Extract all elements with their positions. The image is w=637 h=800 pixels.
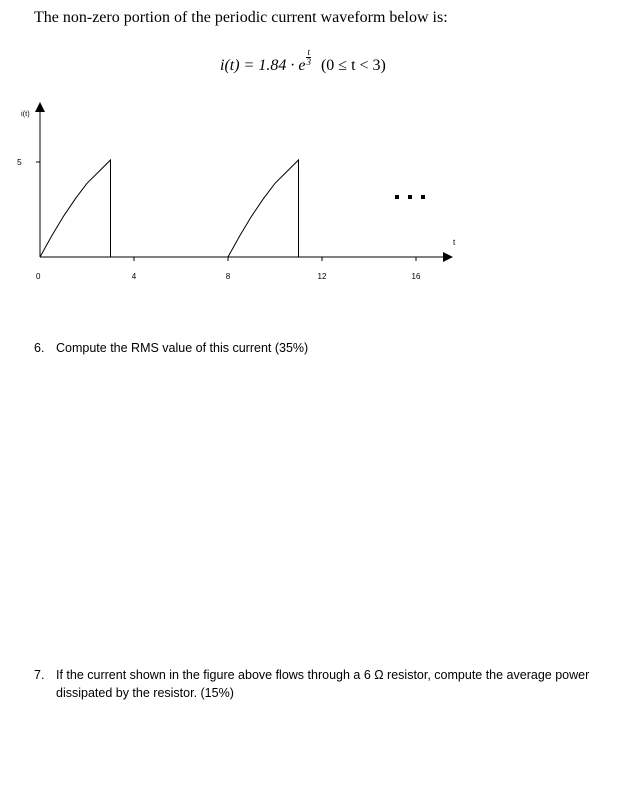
question-text: Compute the RMS value of this current (35%) — [56, 341, 309, 355]
question-number: 7. — [34, 668, 45, 682]
continuation-dot — [421, 195, 425, 199]
continuation-dots — [395, 195, 425, 199]
y-tick-label: 5 — [17, 157, 22, 167]
x-axis-label: t — [453, 238, 456, 247]
exponent-numerator: t — [307, 47, 310, 57]
x-tick-group — [36, 257, 421, 281]
x-tick-label: 8 — [225, 272, 231, 281]
continuation-dot — [408, 195, 412, 199]
x-tick-label: 12 — [317, 272, 327, 281]
question-number: 6. — [34, 341, 45, 355]
continuation-dot — [395, 195, 399, 199]
y-axis-label: i(t) — [21, 109, 30, 118]
series-line-2 — [228, 160, 299, 257]
series-line-1 — [40, 160, 228, 257]
equation-range: (0 ≤ t < 3) — [320, 56, 386, 74]
equation-lhs: i(t) = 1.84 · e — [220, 56, 306, 74]
x-tick-label: 4 — [131, 272, 137, 281]
exponent-denominator: 3 — [306, 57, 311, 67]
x-tick-label: 16 — [411, 272, 421, 281]
series-group — [40, 160, 299, 257]
y-tick-group — [17, 157, 40, 167]
x-tick-label: 0 — [36, 272, 41, 281]
question-text: If the current shown in the figure above flows through a 6 Ω resistor, compute the average power dissipated by the resistor. (15%) — [56, 668, 590, 700]
question-7 — [34, 666, 614, 706]
intro-text: The non-zero portion of the periodic current waveform below is: — [34, 9, 448, 26]
waveform-chart — [0, 0, 637, 300]
question-6 — [34, 339, 354, 359]
